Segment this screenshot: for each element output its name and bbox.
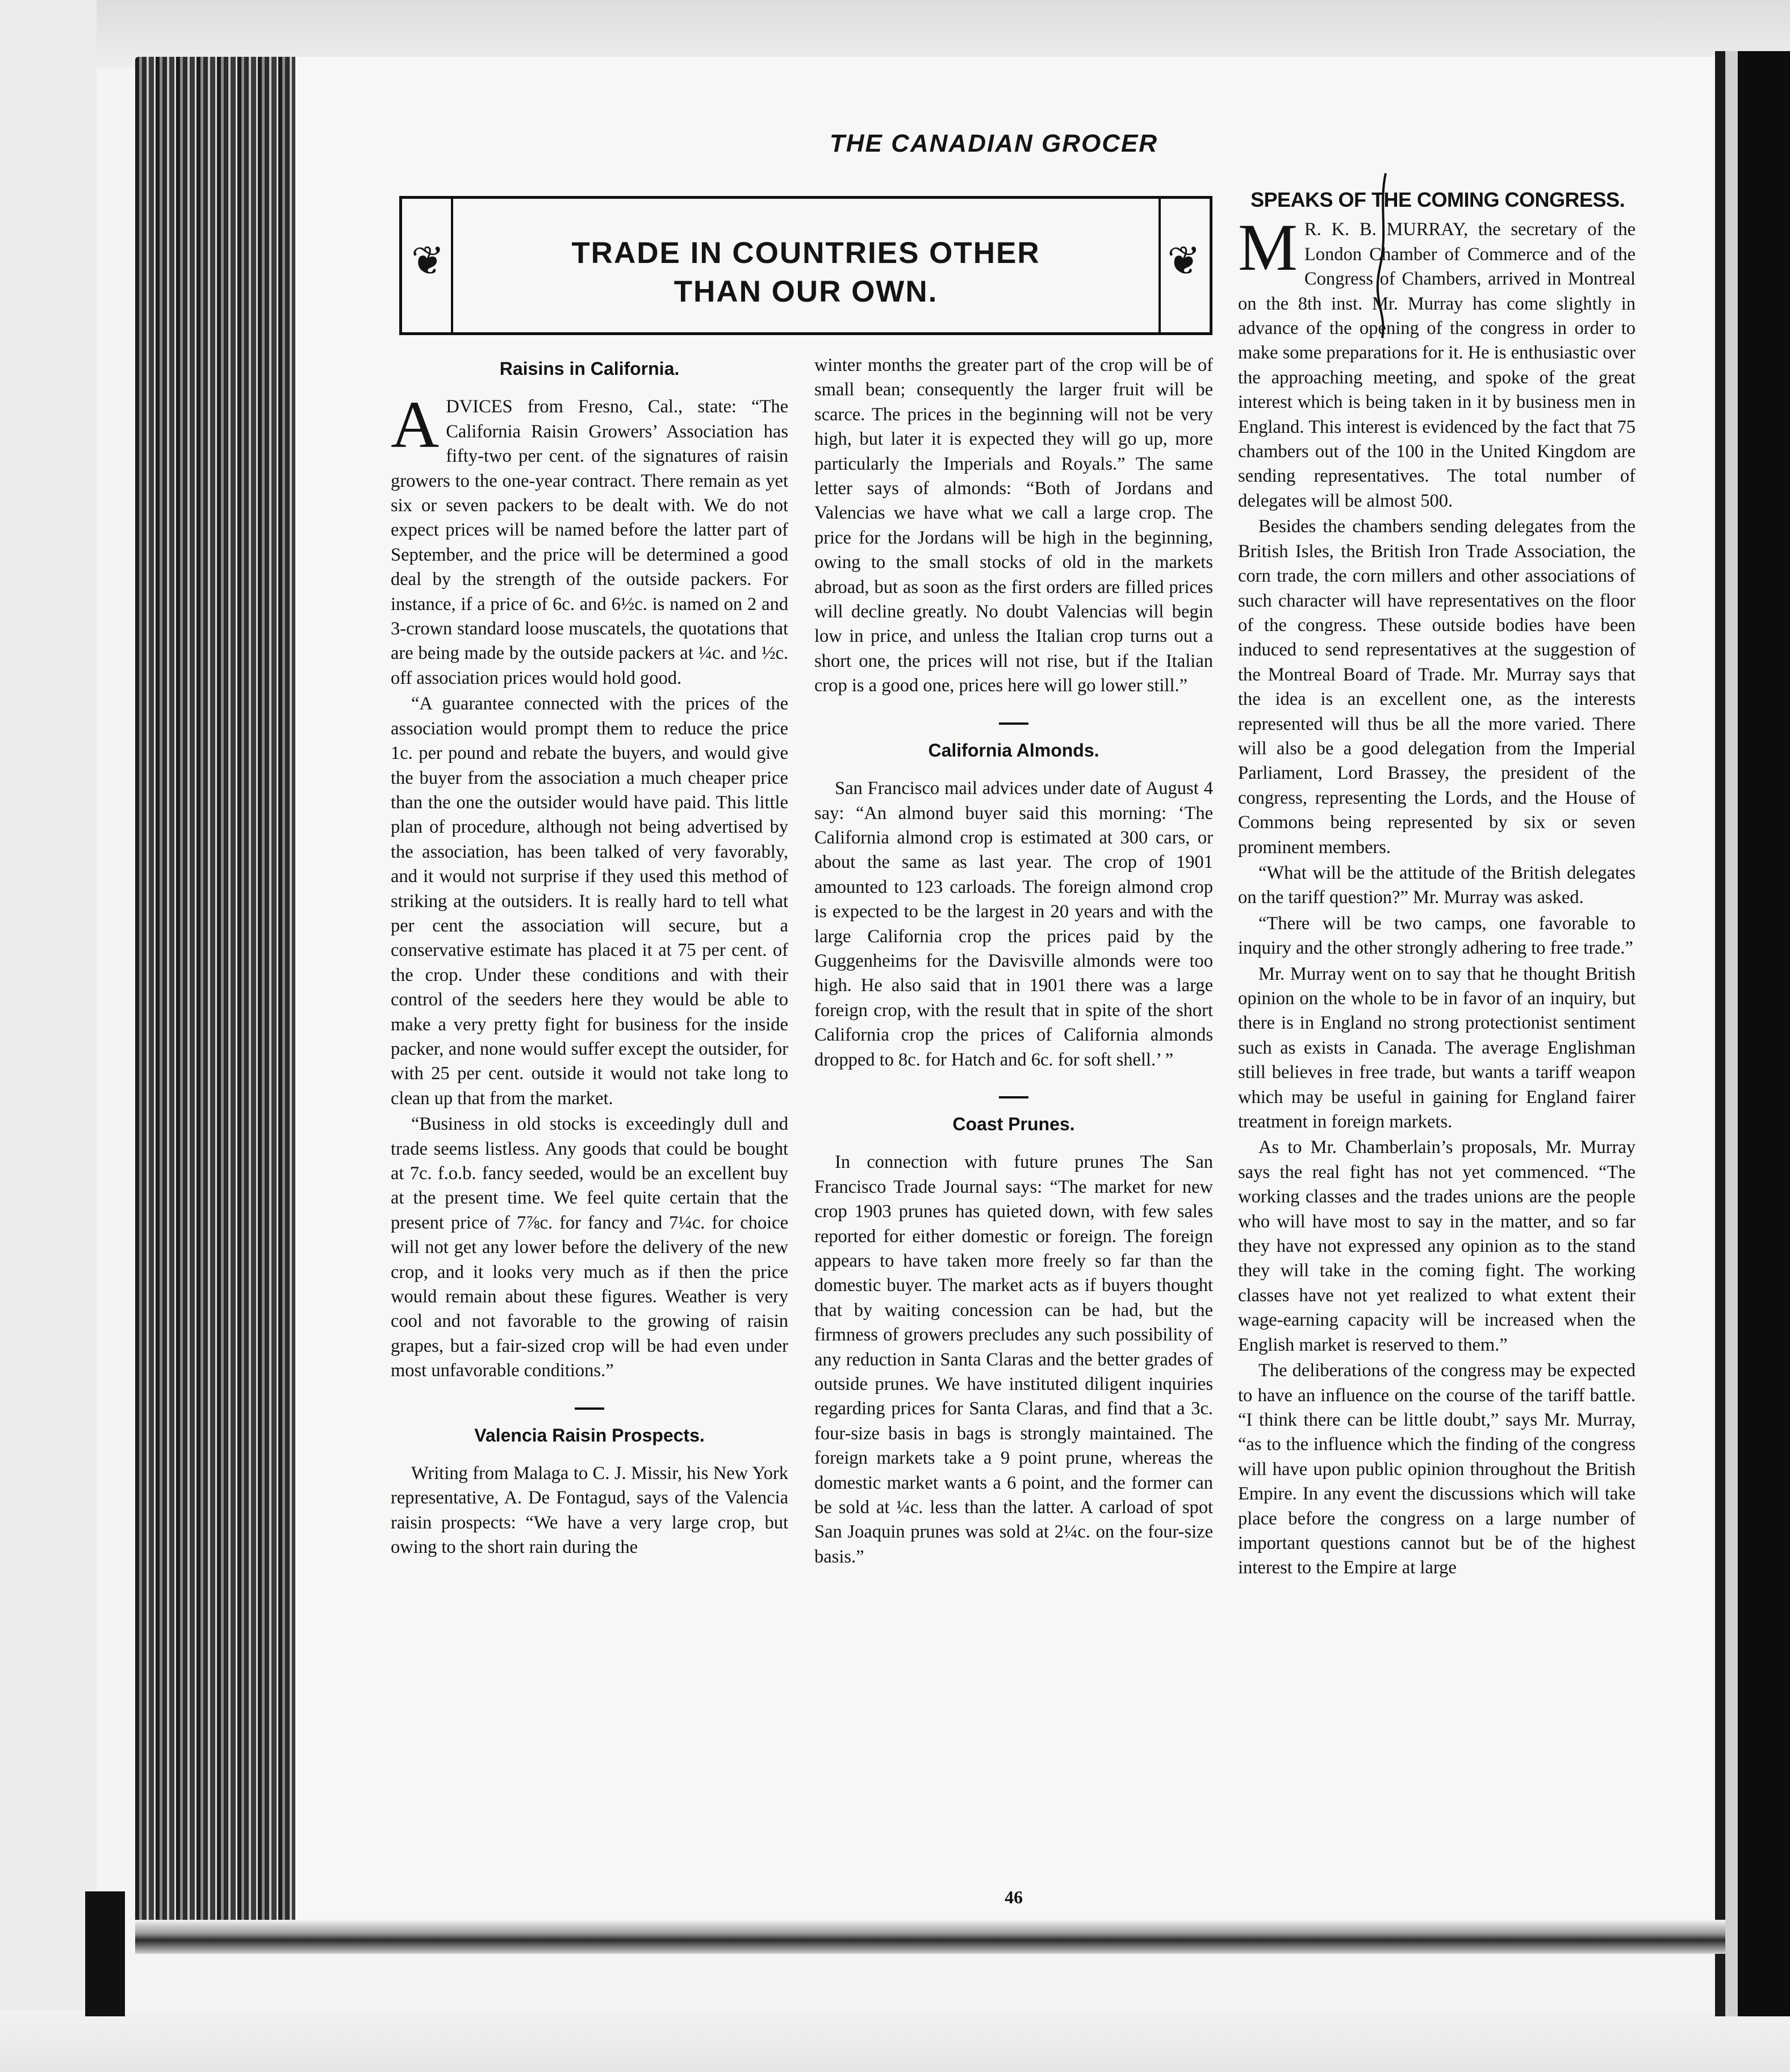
paragraph: “Business in old stocks is exceedingly dull and trade seems listless. Any goods that could be bought at 7c. f.o.b. fancy seeded, would be an excellent buy at the present time. We feel quite certain that the present price of 7⅞c. for fancy and 7¼c. for choice will not get any lower before the delivery of the new crop, and it looks very much as if then the price would remain about these figures. Weather is very cool and not favorable to the growing of raisin grapes, but a fair-sized crop will be had even under most unfavorable conditions.” bbox=[391, 1114, 788, 1381]
paragraph bbox=[391, 387, 788, 691]
paragraph: winter months the greater part of the crop will be of small bean; consequently the larger fruit will be scarce. The prices in the beginning will not be very high, but later it is expected they will go up, more particularly the Imperials and Royals.” The same letter says of almonds: “Both of Jordans and Valencias we have what we call a large crop. The price for the Jordans will be high in the beginning, owing to the small stocks of old in the markets abroad, but as soon as the first orders are filled prices will decline greatly. No doubt Valencias will begin low in price, and unless the Italian crop turns out a short one, the prices will not rise, but if the Italian crop is a good one, prices here will go lower still.” bbox=[814, 355, 1213, 696]
fleuron-ornament-icon: ❦ bbox=[1167, 240, 1201, 283]
article-column-1 bbox=[391, 353, 788, 1561]
paragraph: As to Mr. Chamberlain’s proposals, Mr. Murray says the real fight has not yet commenced. “The working classes and the trades unions are the people who will have most to say in the matter, and so far they have not expressed any opinion as to the stand they will take in the coming fight. The working classes have not yet realized to what extent their wage-earning capacity will be increased when the English market is reserved to them.” bbox=[1238, 1137, 1636, 1355]
section-rule bbox=[999, 1096, 1028, 1098]
facing-page-edge bbox=[1715, 51, 1790, 2016]
paragraph: In connection with future prunes The San Francisco Trade Journal says: “The market for new crop 1903 prunes has quieted down, with few sales reported for either domestic or foreign. The foreign appears to have taken more freely so far than the domestic buyer. The market acts as if buyers thought that by waiting concession can be had, but the firmness of growers precludes any such possibility of any reduction in Santa Claras and the better grades of outside prunes. We have instituted diligent inquiries regarding prices for Santa Claras, and find that a 3c. four-size basis in bags is strongly maintained. The foreign markets take a 9 point prune, whereas the domestic market wants a 6 point, and the former can be sold at ¼c. less than the latter. A carload of spot San Joaquin prunes was sold at 2¼c. on the four-size basis.” bbox=[814, 1152, 1213, 1567]
paragraph: Besides the chambers sending delegates from the British Isles, the British Iron Trade Association, the corn trade, the corn millers and other associations of such character will have representatives on the floor of the congress. These outside bodies have been induced to send representatives at the suggestion of the Montreal Board of Trade. Mr. Murray says that the idea is an excellent one, as the interests represented will thus be all the more varied. There will also be a good delegation from the Imperial Parliament, Lord Brassey, the president of the congress, representing the Lords, and the House of Commons being represented by six or seven prominent members. bbox=[1238, 516, 1636, 858]
paragraph: “What will be the attitude of the British delegates on the tariff question?” Mr. Murray was asked. bbox=[1238, 862, 1636, 908]
scan-background-left bbox=[0, 0, 97, 2072]
book-bottom-edge bbox=[135, 1920, 1725, 1954]
paragraph-text: DVICES from Fresno, Cal., state: “The California Raisin Growers’ Association has fifty-two per cent. of the signatures of raisin growers to the one-year contract. There remain as yet six or seven packers to be dealt with. We do not expect prices will be named before the latter part of September, and the price will be determined a good deal by the strength of the outside packers. For instance, if a price of 6c. and 6½c. is named on 2 and 3-crown standard loose muscatels, the quotations that are being made by the outside packers at ¼c. and ½c. off association prices would hold good. bbox=[391, 396, 788, 688]
scan-background-bottom bbox=[0, 2011, 1790, 2072]
paragraph bbox=[1238, 210, 1636, 513]
pen-mark bbox=[1374, 170, 1391, 341]
box-inner-rule-left bbox=[451, 199, 453, 332]
paragraph: Writing from Malaga to C. J. Missir, his New York representative, A. De Fontagud, says of the Valencia raisin prospects: “We have a very large crop, but owing to the short rain during the bbox=[391, 1463, 788, 1558]
running-head: THE CANADIAN GROCER bbox=[829, 130, 1159, 157]
book-page-edges bbox=[135, 57, 295, 1943]
feature-title-line: THAN OUR OWN. bbox=[674, 275, 938, 308]
subheading-raisins-california: Raisins in California. bbox=[499, 358, 680, 379]
feature-headline-box bbox=[399, 196, 1212, 335]
subheading-valencia-raisin: Valencia Raisin Prospects. bbox=[474, 1424, 705, 1446]
paragraph: “There will be two camps, one favorable to inquiry and the other strongly adhering to free trade.” bbox=[1238, 913, 1636, 959]
article-column-2 bbox=[814, 353, 1213, 1570]
binding-mark bbox=[85, 1891, 125, 2016]
paragraph: The deliberations of the congress may be expected to have an influence on the course of the tariff battle. “I think there can be little doubt,” says Mr. Murray, “as to the influence which the finding of the congress will have upon public opinion throughout the British Empire. In any event the discussions which will take place before the congress on a large number of important questions cannot but be of the highest interest to the Empire at large bbox=[1238, 1360, 1636, 1578]
feature-title-line: TRADE IN COUNTRIES OTHER bbox=[571, 236, 1040, 270]
subheading-coast-prunes: Coast Prunes. bbox=[952, 1113, 1075, 1134]
paragraph-text: R. K. B. MURRAY, the secretary of the London Chamber of Commerce and of the Congress of Chambers, arrived in Montreal on the 8th inst. Mr. Murray has come slightly in advance of the opening of the congress in order to make some preparations for it. He is enthusiastic over the approaching meeting, and spoke of the great interest which is being taken in it by business men in England. This interest is evidenced by the fact that 75 chambers out of the 100 in the United Kingdom are sending representatives. The total number of delegates will be almost 500. bbox=[1238, 219, 1636, 511]
box-inner-rule-right bbox=[1159, 199, 1161, 332]
drop-cap: A bbox=[391, 387, 440, 462]
page-number: 46 bbox=[1005, 1887, 1023, 1907]
article-column-3 bbox=[1238, 187, 1636, 1582]
subheading-california-almonds: California Almonds. bbox=[928, 740, 1099, 761]
section-rule bbox=[575, 1407, 604, 1410]
paragraph: “A guarantee connected with the prices of the association would prompt them to reduce the price 1c. per pound and rebate the buyers, and would give the buyer from the association a much cheaper price than the one the outsider would have paid. This little plan of procedure, although not being advertised by the association, has been talked of very favorably, and it would not surprise if they used this method of striking at the outsiders. It is really hard to tell what per cent the association will secure, but a conservative estimate has placed it at 75 per cent. of the crop. Under these conditions and with their control of the seeders here they would be able to make a very pretty fight for business for the inside packer, and none would suffer except the outsider, for with 25 per cent. outside it would not take long to clean up that from the market. bbox=[391, 694, 788, 1109]
headline-coming-congress: SPEAKS OF THE COMING CONGRESS. bbox=[1251, 188, 1625, 211]
paragraph: Mr. Murray went on to say that he thought British opinion on the whole to be in favor of an inquiry, but there is in England no strong protectionist sentiment such as exists in Canada. The average Englishman still believes in free trade, but wants a tariff weapon which may be useful in gaining for England fairer treatment in foreign markets. bbox=[1238, 963, 1636, 1133]
drop-cap: M bbox=[1238, 210, 1298, 285]
feature-title bbox=[465, 234, 1147, 311]
section-rule bbox=[999, 722, 1028, 725]
fleuron-ornament-icon: ❦ bbox=[411, 240, 445, 283]
paragraph: San Francisco mail advices under date of August 4 say: “An almond buyer said this morning: ‘The California almond crop is estimated at 300 cars, or about the same as last year. The crop of 1901 amounted to 123 carloads. The foreign almond crop is expected to be the largest in 20 years and with the large California crop the prices paid by the Guggenheims for the Davisville almonds were too high. He also said that in 1901 there was a large foreign crop, with the result that in spite of the short California crop the prices of California almonds dropped to 8c. for Hatch and 6c. for soft shell.’ ” bbox=[814, 778, 1213, 1070]
